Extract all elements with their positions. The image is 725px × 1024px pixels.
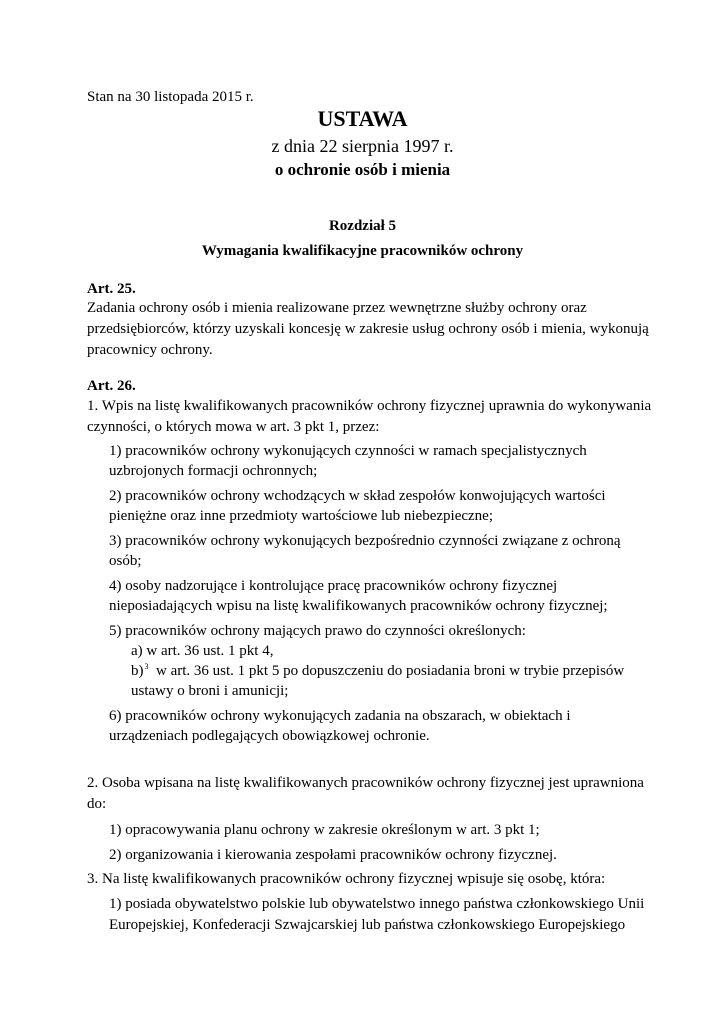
list-item: 1) posiada obywatelstwo polskie lub obywatelstwo innego państwa członkowskiego Unii xyxy=(109,896,645,912)
footnote-marker: 3 xyxy=(144,662,149,671)
chapter-number: Rozdział 5 xyxy=(328,218,397,234)
act-date: z dnia 22 sierpnia 1997 r. xyxy=(271,136,454,156)
art26-p1-line: 1. Wpis na listę kwalifikowanych pracowników ochrony fizycznej uprawnia do wykonywania xyxy=(87,398,652,414)
list-item: Europejskiej, Konfederacji Szwajcarskiej lub państwa członkowskiego Europejskiego xyxy=(109,917,626,933)
list-item: 1) pracowników ochrony wykonujących czynności w ramach specjalistycznych xyxy=(109,443,587,459)
art25-line: pracownicy ochrony. xyxy=(87,342,213,358)
list-item: osób; xyxy=(109,553,142,569)
chapter-title: Wymagania kwalifikacyjne pracowników ochrony xyxy=(201,243,524,259)
act-title: USTAWA xyxy=(317,106,408,131)
art25-heading: Art. 25. xyxy=(87,281,136,297)
list-item: 4) osoby nadzorujące i kontrolujące pracę pracowników ochrony fizycznej xyxy=(109,578,558,594)
art25-line: Zadania ochrony osób i mienia realizowane przez wewnętrzne służby ochrony oraz xyxy=(87,300,587,316)
art26-p2-line: 2. Osoba wpisana na listę kwalifikowanych pracowników ochrony fizycznej jest uprawniona xyxy=(87,775,644,791)
sub-item-b-text: w art. 36 ust. 1 pkt 5 po dopuszczeniu do posiadania broni w trybie przepisów xyxy=(156,663,625,679)
list-item: uzbrojonych formacji ochronnych; xyxy=(109,463,318,479)
status-date: Stan na 30 listopada 2015 r. xyxy=(87,89,254,105)
list-item: 5) pracowników ochrony mających prawo do czynności określonych: xyxy=(109,623,526,639)
sub-item-a: a) w art. 36 ust. 1 pkt 4, xyxy=(131,643,274,659)
art26-p1-line: czynności, o których mowa w art. 3 pkt 1, przez: xyxy=(87,419,380,435)
list-item: nieposiadających wpisu na listę kwalifikowanych pracowników ochrony fizycznej; xyxy=(109,598,608,614)
list-item: 1) opracowywania planu ochrony w zakresie określonym w art. 3 pkt 1; xyxy=(109,822,540,838)
list-item: pieniężne oraz inne przedmioty wartościowe lub niebezpieczne; xyxy=(109,508,493,524)
list-item: 3) pracowników ochrony wykonujących bezpośrednio czynności związane z ochroną xyxy=(109,533,621,549)
sub-item-b xyxy=(131,662,624,681)
act-subject: o ochronie osób i mienia xyxy=(274,160,451,179)
list-item: urządzeniach podlegających obowiązkowej ochronie. xyxy=(109,728,430,744)
sub-item-b-continuation: ustawy o broni i amunicji; xyxy=(131,683,289,699)
art26-p2-line: do: xyxy=(87,796,107,812)
list-item: 2) organizowania i kierowania zespołami pracowników ochrony fizycznej. xyxy=(109,847,557,863)
art25-line: przedsiębiorców, którzy uzyskali koncesję w zakresie usług ochrony osób i mienia, wykonują xyxy=(87,321,649,337)
art26-p3-line: 3. Na listę kwalifikowanych pracowników ochrony fizycznej wpisuje się osobę, która: xyxy=(87,871,606,887)
art26-heading: Art. 26. xyxy=(87,378,136,394)
list-item: 2) pracowników ochrony wchodzących w skład zespołów konwojujących wartości xyxy=(109,488,606,504)
list-item: 6) pracowników ochrony wykonujących zadania na obszarach, w obiektach i xyxy=(109,708,571,724)
sub-item-b-prefix: b) xyxy=(131,663,144,679)
